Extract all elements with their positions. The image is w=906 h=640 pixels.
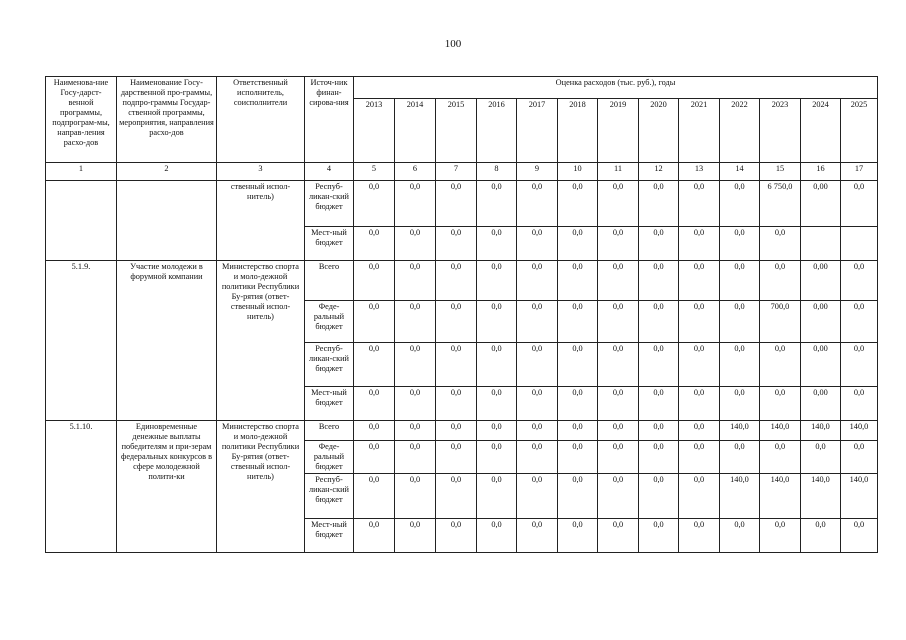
expense-value: 0,0	[477, 301, 517, 343]
column-number: 12	[639, 163, 679, 181]
header-year: 2013	[354, 99, 395, 163]
expense-value: 0,0	[760, 261, 801, 301]
expense-value: 0,0	[517, 181, 558, 227]
expense-value: 0,0	[354, 421, 395, 441]
expense-value: 0,0	[841, 301, 878, 343]
expense-value: 6 750,0	[760, 181, 801, 227]
expense-value: 0,0	[679, 343, 720, 387]
expense-value: 0,0	[801, 519, 841, 553]
column-number: 13	[679, 163, 720, 181]
expense-value: 0,0	[395, 421, 436, 441]
expense-value: 0,0	[720, 227, 760, 261]
funding-source: Феде-ральный бюджет	[305, 441, 354, 474]
column-number: 5	[354, 163, 395, 181]
expense-value: 0,0	[720, 387, 760, 421]
expense-value: 0,0	[436, 181, 477, 227]
expense-value: 0,0	[436, 519, 477, 553]
funding-source: Мест-ный бюджет	[305, 519, 354, 553]
expense-value: 0,0	[477, 387, 517, 421]
expense-value: 0,0	[841, 519, 878, 553]
expense-value: 0,0	[517, 227, 558, 261]
expense-value	[801, 227, 841, 261]
expense-value: 0,0	[395, 519, 436, 553]
expense-value: 0,0	[395, 474, 436, 519]
expense-value: 0,0	[477, 474, 517, 519]
row-name	[117, 181, 217, 261]
expense-value: 140,0	[801, 474, 841, 519]
funding-source: Респуб-ликан-ский бюджет	[305, 474, 354, 519]
expense-value: 0,0	[841, 343, 878, 387]
column-number: 11	[598, 163, 639, 181]
expense-value: 0,0	[517, 301, 558, 343]
expense-value: 0,0	[558, 474, 598, 519]
expense-value	[841, 227, 878, 261]
expense-value: 0,0	[598, 343, 639, 387]
expense-value: 0,0	[558, 343, 598, 387]
expense-value: 0,00	[801, 301, 841, 343]
expense-value: 0,0	[354, 261, 395, 301]
expense-value: 0,00	[801, 387, 841, 421]
column-number: 6	[395, 163, 436, 181]
column-number: 1	[46, 163, 117, 181]
expense-value: 0,0	[679, 441, 720, 474]
expense-value: 0,0	[354, 227, 395, 261]
expense-value: 0,0	[639, 421, 679, 441]
header-year: 2025	[841, 99, 878, 163]
header-year: 2023	[760, 99, 801, 163]
expense-value: 0,0	[436, 343, 477, 387]
expense-value: 0,0	[639, 181, 679, 227]
expense-value: 0,0	[679, 301, 720, 343]
expense-value: 0,0	[598, 227, 639, 261]
expense-value: 0,0	[760, 441, 801, 474]
funding-source: Всего	[305, 421, 354, 441]
column-number: 3	[217, 163, 305, 181]
column-number: 4	[305, 163, 354, 181]
expense-value: 0,0	[477, 261, 517, 301]
header-year: 2022	[720, 99, 760, 163]
funding-source: Всего	[305, 261, 354, 301]
column-number: 7	[436, 163, 477, 181]
expense-value: 0,0	[436, 301, 477, 343]
column-number: 8	[477, 163, 517, 181]
row-name: Участие молодежи в форумной компании	[117, 261, 217, 421]
expense-value: 0,0	[558, 441, 598, 474]
expense-value: 0,0	[436, 387, 477, 421]
row-executor: ственный испол-нитель)	[217, 181, 305, 261]
expense-value: 0,0	[517, 343, 558, 387]
expense-value: 0,0	[395, 301, 436, 343]
expense-value: 0,0	[841, 181, 878, 227]
expense-value: 0,0	[598, 474, 639, 519]
expense-value: 0,0	[598, 421, 639, 441]
expense-value: 0,0	[395, 181, 436, 227]
expense-value: 0,0	[679, 474, 720, 519]
expense-value: 0,0	[598, 519, 639, 553]
expense-value: 0,0	[639, 387, 679, 421]
expense-value: 0,0	[477, 181, 517, 227]
expense-value: 0,00	[801, 343, 841, 387]
expense-value: 140,0	[720, 474, 760, 519]
funding-source: Мест-ный бюджет	[305, 387, 354, 421]
column-number: 17	[841, 163, 878, 181]
expense-value: 0,0	[558, 301, 598, 343]
budget-table	[45, 76, 878, 553]
header-year: 2020	[639, 99, 679, 163]
expense-value: 0,0	[354, 519, 395, 553]
expense-value: 0,0	[436, 441, 477, 474]
row-name: Единовременные денежные выплаты победителям и при-зерам федеральных конкурсов в сфере молодежной полити-ки	[117, 421, 217, 553]
expense-value: 0,0	[436, 261, 477, 301]
header-year: 2024	[801, 99, 841, 163]
column-numbering-row	[46, 163, 878, 181]
expense-value: 0,0	[679, 261, 720, 301]
expense-value: 0,0	[598, 181, 639, 227]
expense-value: 140,0	[841, 421, 878, 441]
expense-value: 0,0	[720, 441, 760, 474]
expense-value: 0,0	[679, 227, 720, 261]
expense-value: 0,0	[598, 301, 639, 343]
expense-value: 0,0	[639, 301, 679, 343]
header-year: 2017	[517, 99, 558, 163]
expense-value: 0,0	[354, 387, 395, 421]
header-row	[46, 77, 878, 99]
expense-value: 0,0	[639, 343, 679, 387]
header-year: 2016	[477, 99, 517, 163]
funding-source: Феде-ральный бюджет	[305, 301, 354, 343]
expense-value: 0,0	[679, 181, 720, 227]
column-number: 2	[117, 163, 217, 181]
column-number: 15	[760, 163, 801, 181]
expense-value: 0,0	[558, 387, 598, 421]
header-year: 2015	[436, 99, 477, 163]
expense-value: 0,0	[354, 474, 395, 519]
expense-value: 0,0	[395, 441, 436, 474]
expense-value: 0,0	[354, 343, 395, 387]
expense-value: 0,0	[558, 227, 598, 261]
expense-value: 0,0	[558, 519, 598, 553]
table-row	[46, 421, 878, 441]
expense-value: 0,0	[517, 441, 558, 474]
header-col2: Наименование Госу-дарственной про-граммы, подпро-граммы Государ-ственной программы, мероприятия, направления расхо-дов	[117, 77, 217, 163]
expense-value: 0,0	[720, 519, 760, 553]
expense-value: 0,0	[558, 421, 598, 441]
funding-source: Респуб-ликан-ский бюджет	[305, 343, 354, 387]
expense-value: 0,0	[477, 343, 517, 387]
expense-value: 700,0	[760, 301, 801, 343]
expense-value: 0,0	[477, 441, 517, 474]
expense-value: 0,0	[517, 421, 558, 441]
expense-value: 0,0	[720, 261, 760, 301]
expense-value: 0,0	[436, 474, 477, 519]
expense-value: 140,0	[841, 474, 878, 519]
expense-value: 0,0	[679, 519, 720, 553]
column-number: 9	[517, 163, 558, 181]
expense-value: 0,0	[841, 261, 878, 301]
expense-value: 0,0	[517, 474, 558, 519]
expense-value: 0,0	[639, 227, 679, 261]
header-col1: Наименова-ние Госу-дарст-венной программы, подпрограм-мы, направ-ления расхо-дов	[46, 77, 117, 163]
page-number: 100	[444, 38, 462, 50]
row-executor: Министерство спорта и моло-дежной политики Республики Бу-рятия (ответ-ственный испол-нитель)	[217, 421, 305, 553]
expense-value: 0,0	[679, 387, 720, 421]
row-executor: Министерство спорта и моло-дежной политики Республики Бу-рятия (ответ-ственный испол-нитель)	[217, 261, 305, 421]
row-code: 5.1.9.	[46, 261, 117, 421]
header-year: 2019	[598, 99, 639, 163]
expense-value: 0,0	[639, 474, 679, 519]
table-row	[46, 181, 878, 227]
table-row	[46, 261, 878, 301]
expense-value: 0,00	[801, 261, 841, 301]
row-code: 5.1.10.	[46, 421, 117, 553]
expense-value: 0,0	[477, 227, 517, 261]
expense-value: 0,0	[477, 421, 517, 441]
expense-value: 0,0	[760, 227, 801, 261]
expense-value: 0,0	[395, 387, 436, 421]
expense-value: 0,0	[801, 441, 841, 474]
header-col4: Источ-ник финан-сирова-ния	[305, 77, 354, 163]
expense-value: 0,0	[517, 261, 558, 301]
header-year: 2014	[395, 99, 436, 163]
expense-value: 140,0	[801, 421, 841, 441]
column-number: 16	[801, 163, 841, 181]
expense-value: 0,0	[679, 421, 720, 441]
expense-value: 0,0	[354, 441, 395, 474]
expense-value: 0,0	[720, 301, 760, 343]
expense-value: 0,0	[841, 441, 878, 474]
expense-value: 0,0	[354, 301, 395, 343]
expense-value: 0,0	[720, 181, 760, 227]
expense-value: 140,0	[760, 474, 801, 519]
expense-value: 0,0	[598, 387, 639, 421]
expense-value: 0,0	[436, 227, 477, 261]
header-year: 2018	[558, 99, 598, 163]
column-number: 14	[720, 163, 760, 181]
expense-value: 0,0	[395, 343, 436, 387]
expense-value: 0,0	[639, 261, 679, 301]
expense-value: 0,0	[841, 387, 878, 421]
header-years-title: Оценка расходов (тыс. руб.), годы	[354, 77, 878, 99]
column-number: 10	[558, 163, 598, 181]
expense-value: 0,0	[354, 181, 395, 227]
expense-value: 0,0	[639, 441, 679, 474]
header-col3: Ответственный исполнитель, соисполнители	[217, 77, 305, 163]
expense-value: 0,00	[801, 181, 841, 227]
expense-value: 0,0	[558, 261, 598, 301]
expense-value: 0,0	[760, 387, 801, 421]
header-year: 2021	[679, 99, 720, 163]
expense-value: 0,0	[639, 519, 679, 553]
expense-value: 0,0	[436, 421, 477, 441]
expense-value: 0,0	[598, 441, 639, 474]
expense-value: 0,0	[720, 343, 760, 387]
expense-value: 0,0	[517, 519, 558, 553]
expense-value: 0,0	[598, 261, 639, 301]
expense-value: 140,0	[720, 421, 760, 441]
row-code	[46, 181, 117, 261]
expense-value: 0,0	[395, 261, 436, 301]
expense-value: 0,0	[558, 181, 598, 227]
funding-source: Мест-ный бюджет	[305, 227, 354, 261]
expense-value: 0,0	[477, 519, 517, 553]
funding-source: Респуб-ликан-ский бюджет	[305, 181, 354, 227]
expense-value: 0,0	[517, 387, 558, 421]
expense-value: 0,0	[760, 519, 801, 553]
expense-value: 140,0	[760, 421, 801, 441]
expense-value: 0,0	[395, 227, 436, 261]
expense-value: 0,0	[760, 343, 801, 387]
